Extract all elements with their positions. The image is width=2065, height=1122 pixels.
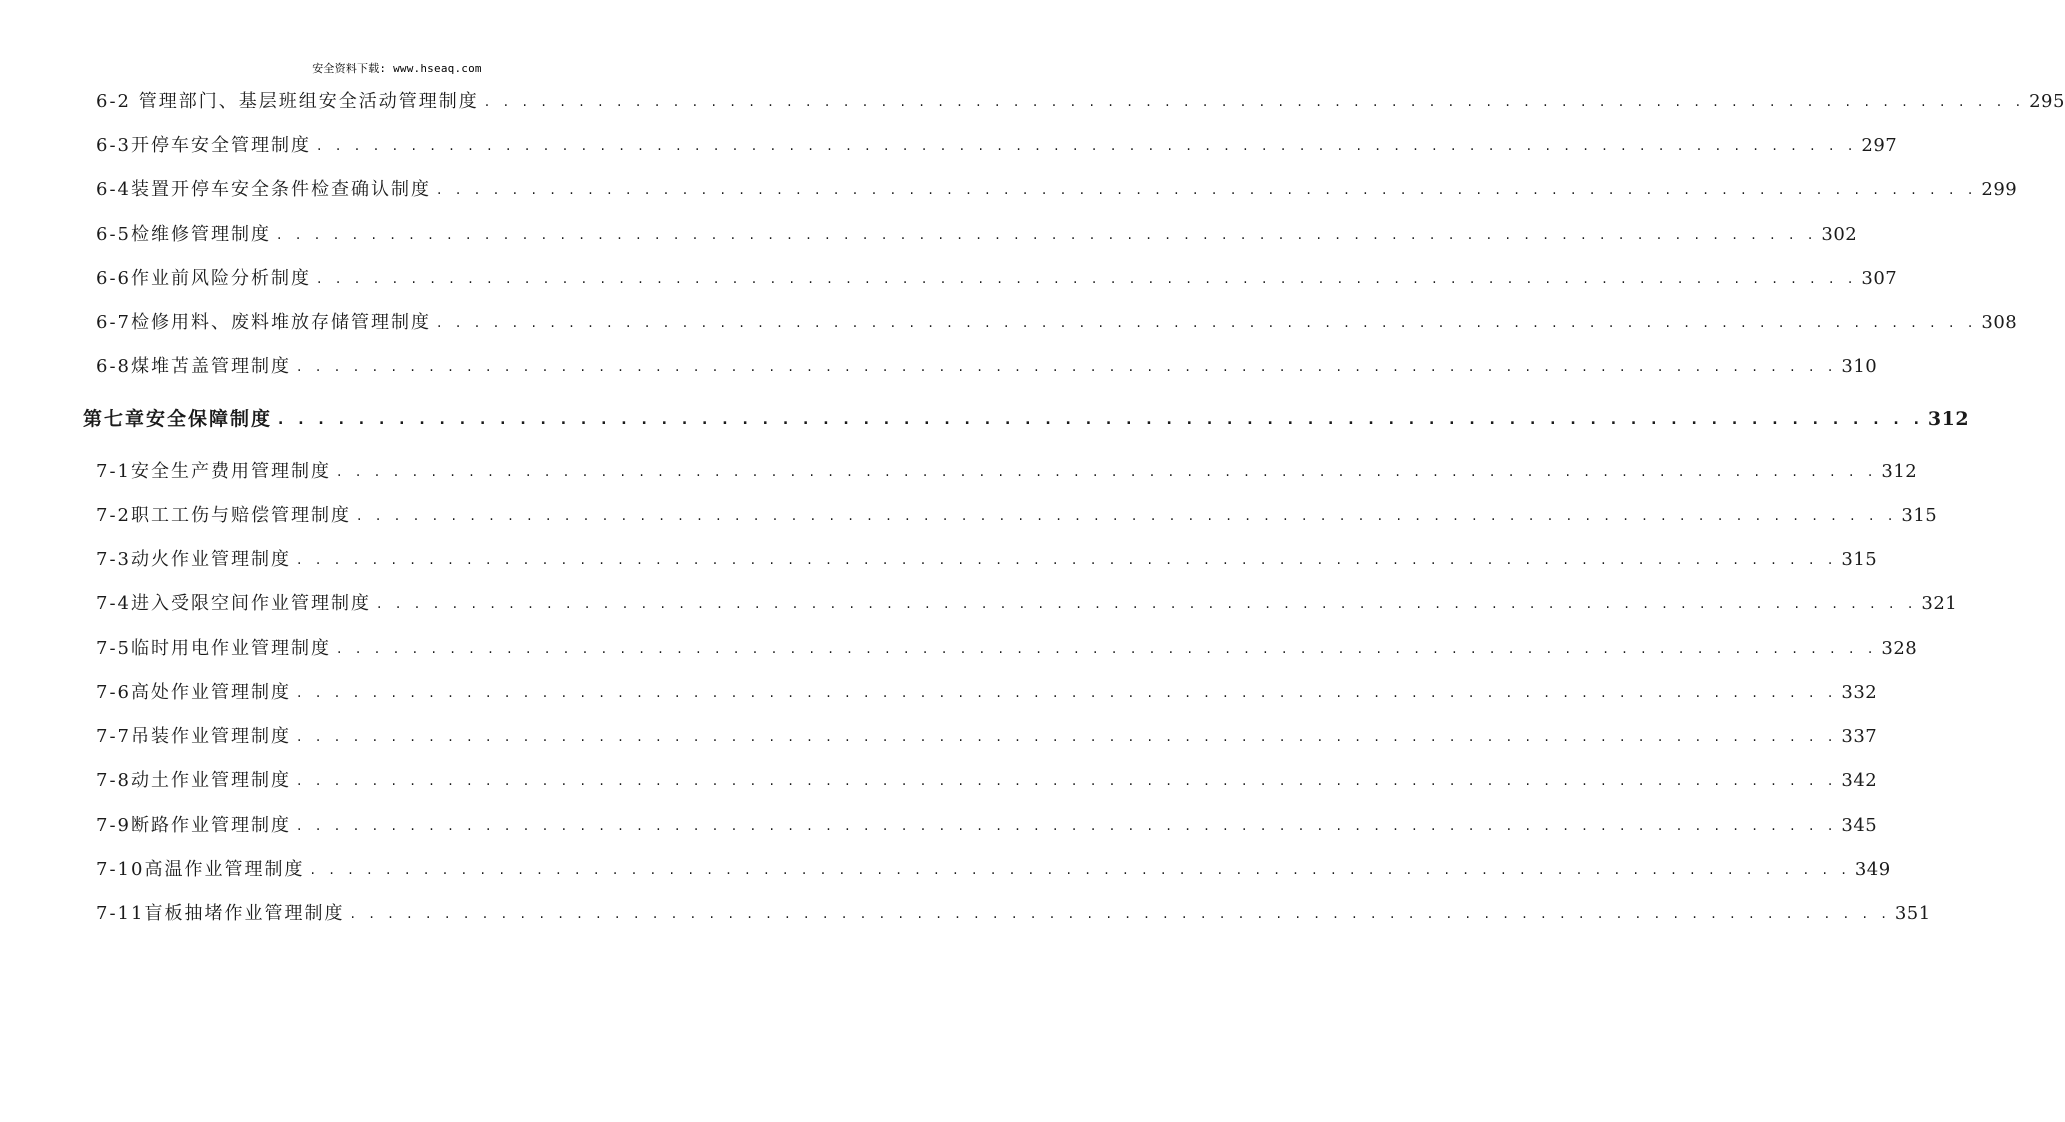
toc-entry-title: 6-6作业前风险分析制度 [96,268,311,289]
toc-entry-page: 328 [1881,638,1918,659]
toc-leader-dots: . . . . . . . . . . . . . . . . . . . . . . . . . . . . . . . . . . . . . . . . . . . . . . . . . . . . . . . . . . . . . . . . . . . . . . . . . . . . . . . . . . [297,685,1838,701]
toc-entry-title: 7-11盲板抽堵作业管理制度 [96,903,345,924]
toc-entry-title: 7-8动土作业管理制度 [96,770,291,791]
toc-entry[interactable] [96,223,1858,248]
toc-entry-page: 337 [1841,726,1878,747]
toc-entry-page: 297 [1861,135,1898,156]
toc-leader-dots: . . . . . . . . . . . . . . . . . . . . . . . . . . . . . . . . . . . . . . . . . . . . . . . . . . . . . . . . . . . . . . . . . . . . . . . . . . . . . . . . . . [317,271,1858,287]
toc-entry-title: 6-5检维修管理制度 [96,224,271,245]
toc-entry[interactable] [96,858,1891,883]
toc-entry-title: 6-2 管理部门、基层班组安全活动管理制度 [96,91,479,112]
toc-entry-page: 321 [1921,593,1958,614]
toc-chapter-page: 312 [1927,408,1970,430]
toc-leader-dots: . . . . . . . . . . . . . . . . . . . . . . . . . . . . . . . . . . . . . . . . . . . . . . . . . . . . . . . . . . . . . . . . . . . . . . . . . . . . . . . . . . [484,94,2026,110]
toc-entry-title: 7-3动火作业管理制度 [96,549,291,570]
toc-entry-title: 6-4装置开停车安全条件检查确认制度 [96,179,431,200]
toc-leader-dots: . . . . . . . . . . . . . . . . . . . . . . . . . . . . . . . . . . . . . . . . . . . . . . . . . . . . . . . . . . . . . . . . . . . . . . . . . . . . . . . . . . [337,464,1878,480]
toc-entry-page: 349 [1854,859,1891,880]
toc-entry-page: 310 [1841,356,1878,377]
toc-entry-page: 332 [1841,682,1878,703]
toc-leader-dots: . . . . . . . . . . . . . . . . . . . . . . . . . . . . . . . . . . . . . . . . . . . . . . . . . . . . . . . . . . . . . . . . . . . . . . . . . . . . . . . . . . [437,182,1978,198]
toc-entry[interactable] [96,267,1898,292]
toc-entry-title: 6-3开停车安全管理制度 [96,135,311,156]
toc-entry[interactable] [96,311,2018,336]
toc-leader-dots: . . . . . . . . . . . . . . . . . . . . . . . . . . . . . . . . . . . . . . . . . . . . . . . . . . . . . . . . . . . . . . . . . . . . . . . . . . . . . . . . . . [297,359,1838,375]
toc-leader-dots: . . . . . . . . . . . . . . . . . . . . . . . . . . . . . . . . . . . . . . . . . . . . . . . . . . . . . . . . . . . . . . . . . . . . . . . . . . . . . . . . . . [317,138,1858,154]
toc-entry-page: 308 [1981,312,2018,333]
toc-entry[interactable] [96,178,2018,203]
toc-entry[interactable] [96,681,1878,706]
toc-entry-page: 307 [1861,268,1898,289]
toc-leader-dots: . . . . . . . . . . . . . . . . . . . . . . . . . . . . . . . . . . . . . . . . . . . . . . . . . . . . . . . . . . . . . . . . . . . . . . . . . . . . . . . . . . [297,552,1838,568]
toc-leader-dots: . . . . . . . . . . . . . . . . . . . . . . . . . . . . . . . . . . . . . . . . . . . . . . . . . . . . . . . . . . . . . . . . . . . . . . . . . . . . . . . . . . [297,773,1838,789]
toc-leader-dots: . . . . . . . . . . . . . . . . . . . . . . . . . . . . . . . . . . . . . . . . . . . . . . . . . . . . . . . . . . . . . . . . . . . . . . . . . . . . . . . . . . [437,315,1978,331]
toc-entry[interactable] [96,814,1878,839]
toc-entry-page: 312 [1881,461,1918,482]
toc-entry-page: 351 [1894,903,1931,924]
toc-entry-title: 7-9断路作业管理制度 [96,815,291,836]
toc-entry-title: 7-2职工工伤与赔偿管理制度 [96,505,351,526]
toc-entry-title: 7-4进入受限空间作业管理制度 [96,593,371,614]
toc-entry-title: 7-1安全生产费用管理制度 [96,461,331,482]
toc-entry-page: 342 [1841,770,1878,791]
toc-entry-page: 295 [2029,91,2065,112]
toc-leader-dots: . . . . . . . . . . . . . . . . . . . . . . . . . . . . . . . . . . . . . . . . . . . . . . . . . . . . . . . . . . . . . . . . . . . . . . . . . . . . . . . . . . [337,641,1878,657]
toc-entry-title: 7-7吊装作业管理制度 [96,726,291,747]
toc-entry-page: 315 [1901,505,1938,526]
toc-leader-dots: . . . . . . . . . . . . . . . . . . . . . . . . . . . . . . . . . . . . . . . . . . . . . . . . . . . . . . . . . . . . . . . . . . . . . . . . . . . . . . . . . . [278,412,1924,428]
toc-entry[interactable] [96,504,1938,529]
toc-entry[interactable] [96,460,1918,485]
toc-entry-title: 6-8煤堆苫盖管理制度 [96,356,291,377]
toc-entry[interactable] [96,592,1958,617]
toc-entry[interactable] [96,637,1918,662]
toc-entry[interactable] [96,769,1878,794]
toc-leader-dots: . . . . . . . . . . . . . . . . . . . . . . . . . . . . . . . . . . . . . . . . . . . . . . . . . . . . . . . . . . . . . . . . . . . . . . . . . . . . . . . . . . [310,862,1851,878]
toc-entry-title: 7-10高温作业管理制度 [96,859,305,880]
toc-entry-page: 299 [1981,179,2018,200]
page-header[interactable]: 安全资料下载: www.hseaq.com [312,62,482,75]
toc-leader-dots: . . . . . . . . . . . . . . . . . . . . . . . . . . . . . . . . . . . . . . . . . . . . . . . . . . . . . . . . . . . . . . . . . . . . . . . . . . . . . . . . . . [350,906,1891,922]
toc-leader-dots: . . . . . . . . . . . . . . . . . . . . . . . . . . . . . . . . . . . . . . . . . . . . . . . . . . . . . . . . . . . . . . . . . . . . . . . . . . . . . . . . . . [297,818,1838,834]
toc-entry-page: 345 [1841,815,1878,836]
toc-leader-dots: . . . . . . . . . . . . . . . . . . . . . . . . . . . . . . . . . . . . . . . . . . . . . . . . . . . . . . . . . . . . . . . . . . . . . . . . . . . . . . . . . . [377,596,1918,612]
toc-entry[interactable] [96,90,2065,115]
toc-leader-dots: . . . . . . . . . . . . . . . . . . . . . . . . . . . . . . . . . . . . . . . . . . . . . . . . . . . . . . . . . . . . . . . . . . . . . . . . . . . . . . . . . . [357,508,1898,524]
toc-entry[interactable] [96,902,1931,927]
toc-entry-page: 315 [1841,549,1878,570]
toc-entry[interactable] [96,134,1898,159]
toc-entry-title: 7-6高处作业管理制度 [96,682,291,703]
toc-entry[interactable] [96,355,1878,380]
toc-entry-title: 6-7检修用料、废料堆放存储管理制度 [96,312,431,333]
toc-entry-title: 7-5临时用电作业管理制度 [96,638,331,659]
toc-entry-page: 302 [1821,224,1858,245]
toc-leader-dots: . . . . . . . . . . . . . . . . . . . . . . . . . . . . . . . . . . . . . . . . . . . . . . . . . . . . . . . . . . . . . . . . . . . . . . . . . . . . . . . . . . [297,729,1838,745]
toc-entry[interactable] [96,548,1878,573]
toc-leader-dots: . . . . . . . . . . . . . . . . . . . . . . . . . . . . . . . . . . . . . . . . . . . . . . . . . . . . . . . . . . . . . . . . . . . . . . . . . . . . . . . . . . [277,227,1818,243]
toc-entry[interactable] [96,725,1878,750]
toc-chapter-title: 第七章安全保障制度 [83,408,273,430]
toc-chapter-entry[interactable] [83,407,1970,433]
